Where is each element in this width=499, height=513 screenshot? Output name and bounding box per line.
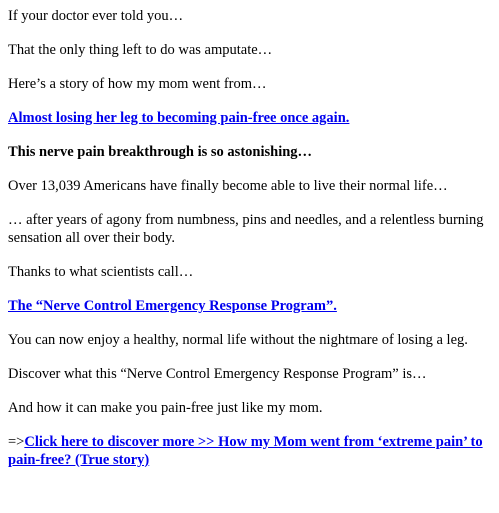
cta-link[interactable]: Click here to discover more >> How my Mom went from ‘extreme pain’ to pain-free? (True story) [8,434,483,468]
healthy-life-line: You can now enjoy a healthy, normal life without the nightmare of losing a leg. [8,332,468,348]
agony-line: … after years of agony from numbness, pins and needles, and a relentless burning sensation all over their body. [8,212,484,246]
cta-arrow: => [8,434,25,450]
program-link[interactable]: The “Nerve Control Emergency Response Program”. [8,298,337,314]
story-link[interactable]: Almost losing her leg to becoming pain-free once again. [8,110,350,126]
intro-line-doctor: If your doctor ever told you… [8,8,184,24]
cta-paragraph [8,433,491,469]
americans-line: Over 13,039 Americans have finally become able to live their normal life… [8,178,448,194]
pain-free-line: And how it can make you pain-free just like my mom. [8,400,323,416]
breakthrough-headline: This nerve pain breakthrough is so astonishing… [8,144,313,160]
story-link-paragraph [8,109,491,127]
intro-line-amputate: That the only thing left to do was amputate… [8,42,273,58]
scientists-line: Thanks to what scientists call… [8,264,194,280]
discover-line: Discover what this “Nerve Control Emergency Response Program” is… [8,366,427,382]
intro-line-story: Here’s a story of how my mom went from… [8,76,267,92]
program-link-paragraph [8,297,491,315]
